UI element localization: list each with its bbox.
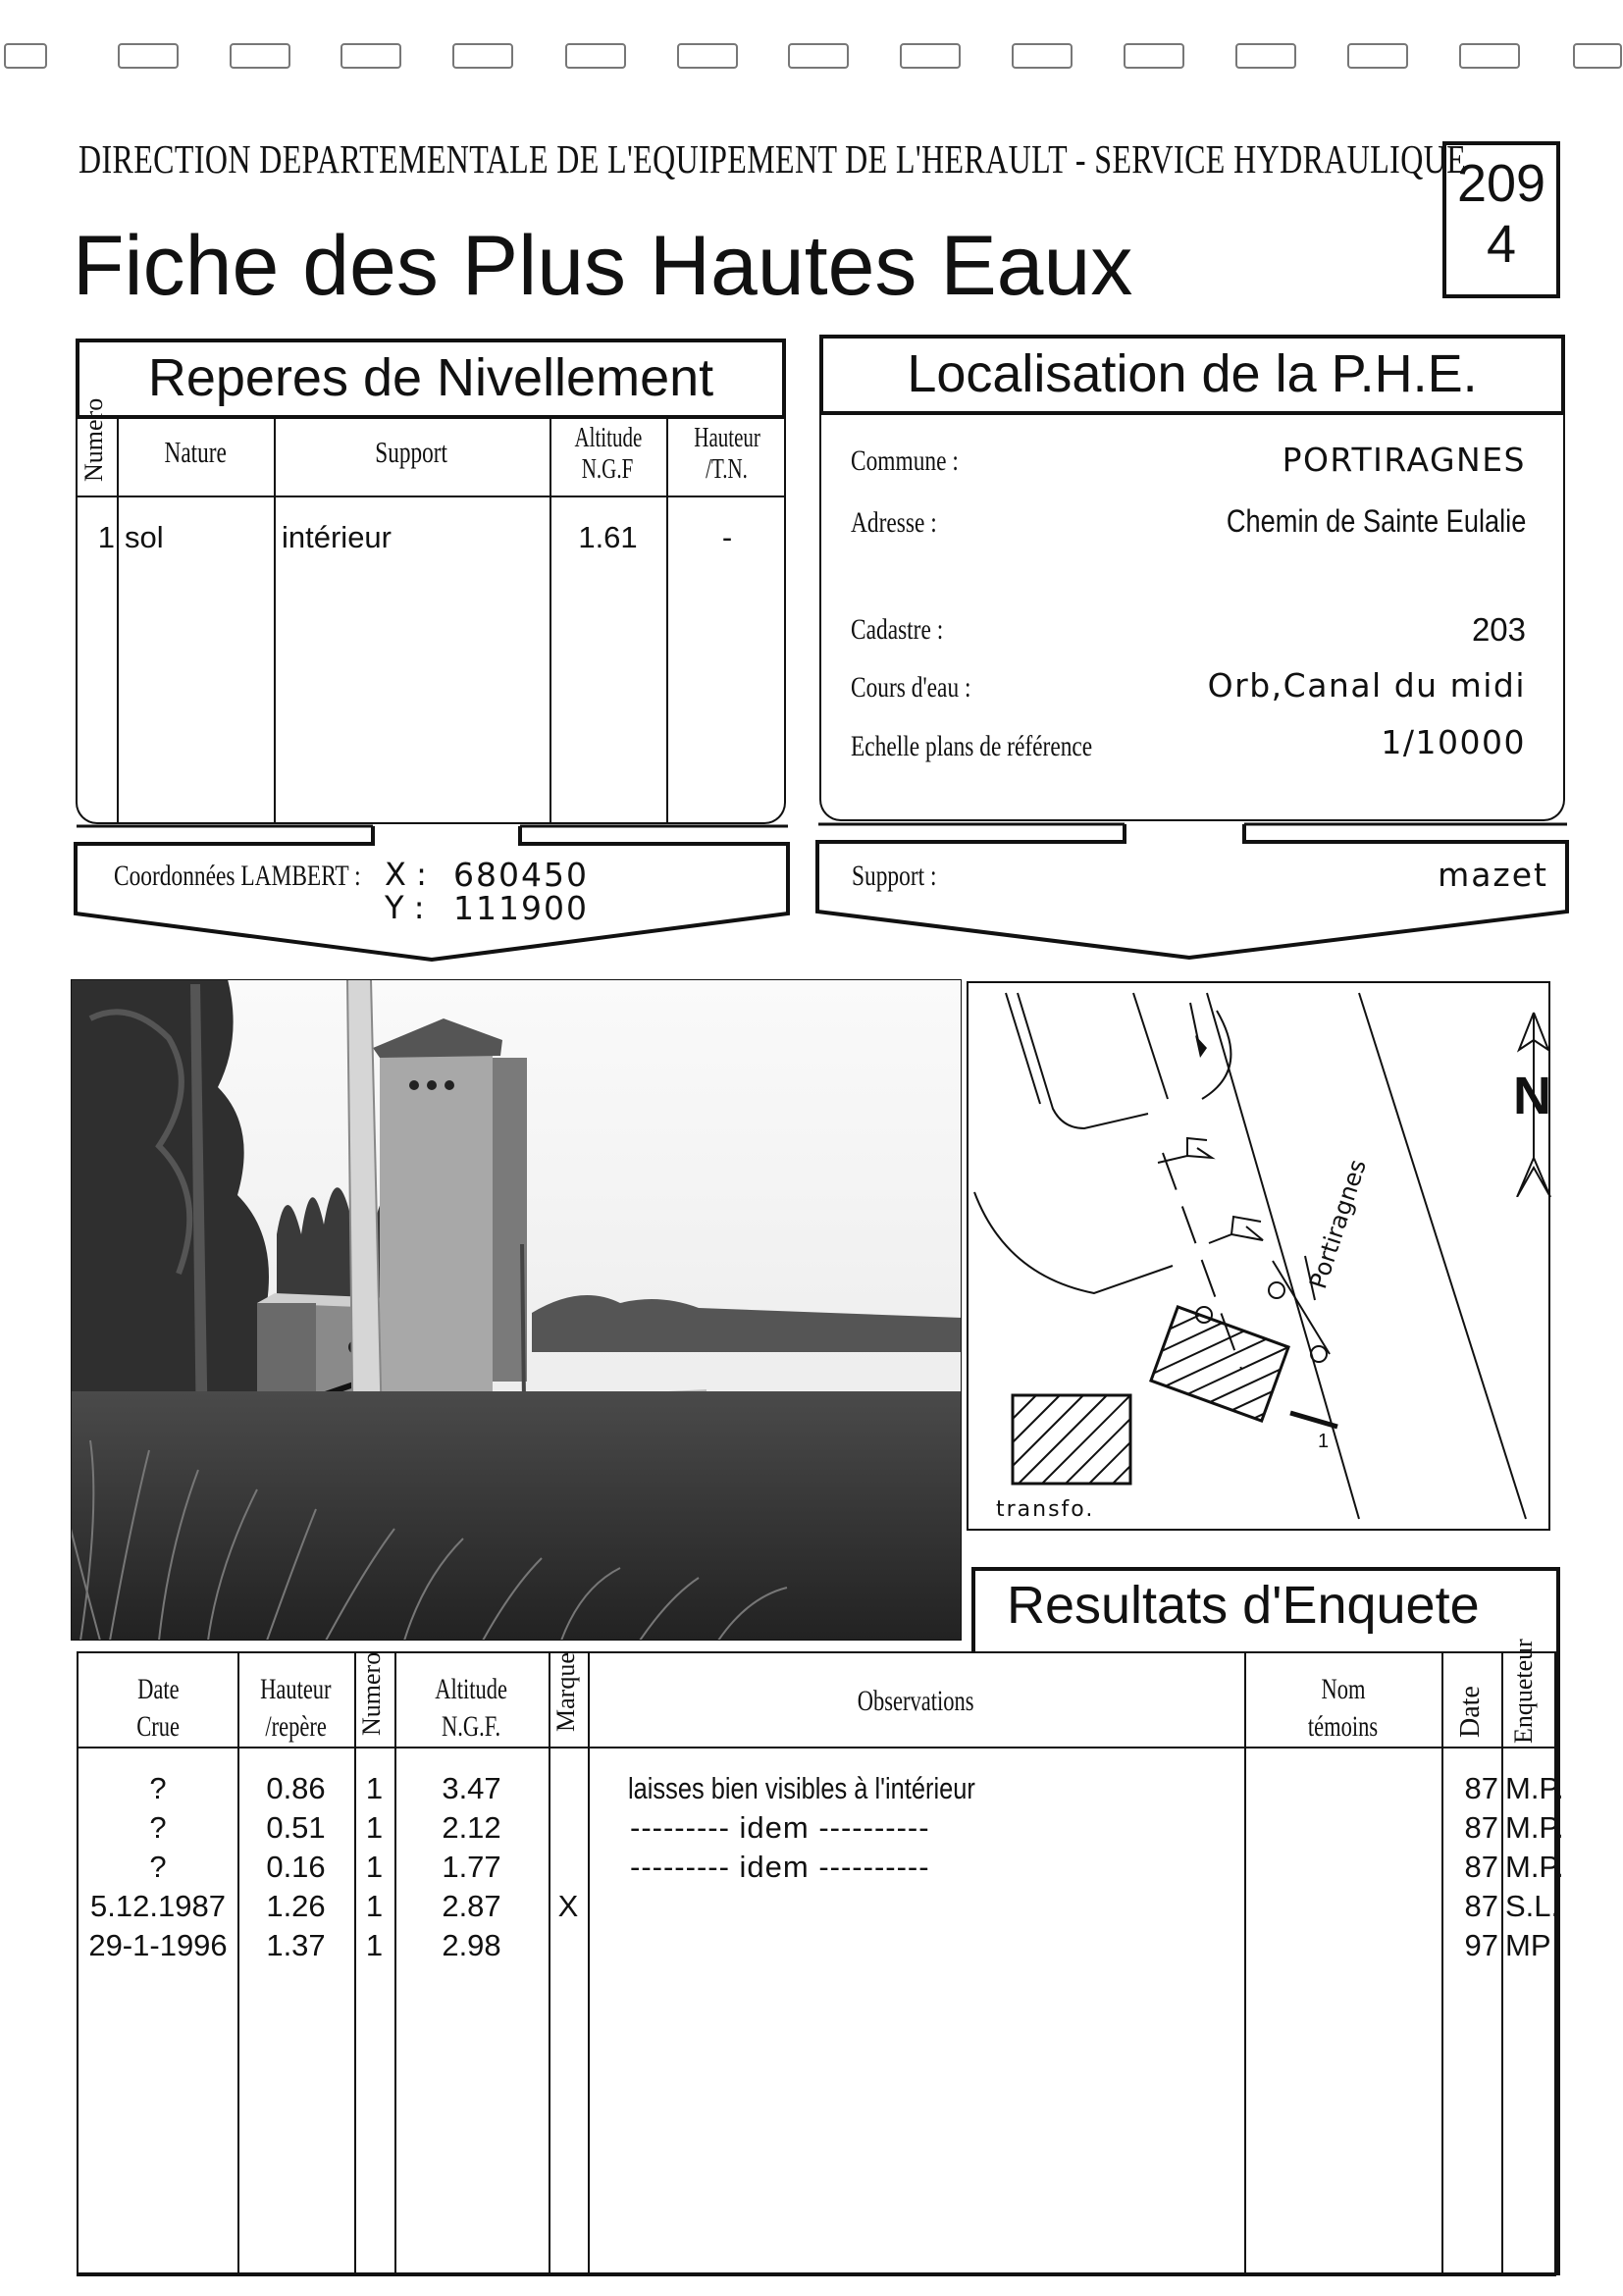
road-label: Portiragnes [1304, 1156, 1372, 1292]
punch-hole [230, 43, 290, 69]
punch-hole [565, 43, 626, 69]
punch-hole [452, 43, 513, 69]
reference-subnumber: 4 [1486, 215, 1517, 274]
reperes-title-box [76, 339, 786, 419]
punch-hole [900, 43, 961, 69]
col-numero: Numero [79, 397, 108, 482]
adresse-value: Chemin de Sainte Eulalie [1226, 503, 1526, 539]
cadastre-label: Cadastre : [851, 613, 944, 646]
table-row: ? 0.16 1 1.77 --------- idem ---------- 87 M.P. [149, 1850, 1564, 1884]
commune-value: PORTIRAGNES [1282, 441, 1526, 479]
punch-hole [1347, 43, 1408, 69]
adresse-label: Adresse : [851, 506, 937, 539]
col-altitude: Altitude N.G.F. [435, 1673, 508, 1743]
localisation-title-box [819, 335, 1565, 415]
localisation-title: Localisation de la P.H.E. [907, 344, 1478, 403]
support-arrow-box [814, 820, 1570, 967]
punch-hole [1124, 43, 1184, 69]
commune-label: Commune : [851, 444, 959, 477]
cours-label: Cours d'eau : [851, 671, 971, 704]
punch-hole [788, 43, 849, 69]
punch-hole [4, 43, 47, 69]
lambert-x-label: X : [385, 856, 427, 893]
north-label: N [1513, 1067, 1551, 1125]
col-hauteur: Hauteur /T.N. [694, 423, 760, 485]
page-title: Fiche des Plus Hautes Eaux [73, 219, 1133, 313]
localisation-panel [819, 415, 1565, 821]
col-observations: Observations [858, 1685, 974, 1717]
punch-hole [1459, 43, 1520, 69]
echelle-value: 1/10000 [1381, 723, 1526, 761]
table-row: 29-1-1996 1.37 1 2.98 97 MP [88, 1928, 1551, 1962]
resultats-title: Resultats d'Enquete [1007, 1576, 1480, 1635]
col-date: Date [1455, 1686, 1486, 1738]
col-support: Support [375, 435, 448, 469]
resultats-table [77, 1639, 1564, 2276]
punch-hole [1573, 43, 1622, 69]
lambert-y-value: 111900 [453, 889, 589, 927]
reperes-title: Reperes de Nivellement [147, 348, 714, 407]
punch-hole [1235, 43, 1296, 69]
col-enqueteur: Enqueteur [1509, 1639, 1538, 1744]
table-row: 5.12.1987 1.26 1 2.87 X 87 S.L. [90, 1889, 1560, 1923]
reperes-table: Numero Nature Support Altitude N.G.F Hauteur /T.N. 1 sol intérieur 1.61 - [76, 419, 786, 824]
table-row: ? 0.86 1 3.47 laisses bien visibles à l'intérieur 87 M.P. [149, 1771, 1564, 1805]
lambert-arrow-box [73, 822, 791, 969]
reference-number: 209 [1456, 154, 1546, 213]
plan-marker-label: 1 [1318, 1431, 1330, 1452]
resultats-title-box [971, 1567, 1556, 1653]
lambert-x-value: 680450 [453, 856, 589, 894]
location-plan [967, 981, 1550, 1531]
cadastre-value: 203 [1471, 611, 1526, 648]
col-altitude: Altitude N.G.F [574, 423, 642, 485]
col-numero: Numero [357, 1651, 386, 1736]
col-date-crue: Date Crue [136, 1673, 180, 1743]
punch-hole [677, 43, 738, 69]
punch-hole [340, 43, 401, 69]
col-marque: Marque [551, 1652, 580, 1732]
lambert-label: Coordonnées LAMBERT : [114, 860, 361, 892]
support-label: Support : [852, 860, 937, 892]
table-row: ? 0.51 1 2.12 --------- idem ---------- 87 M.P. [149, 1810, 1564, 1845]
punch-hole [118, 43, 179, 69]
punch-hole [1012, 43, 1073, 69]
cours-value: Orb,Canal du midi [1207, 666, 1526, 704]
col-hauteur: Hauteur /repère [260, 1673, 332, 1743]
col-nom-temoins: Nom témoins [1307, 1673, 1379, 1743]
transfo-label: transfo. [996, 1497, 1095, 1522]
reference-box [1442, 141, 1560, 298]
agency-header: DIRECTION DEPARTEMENTALE DE L'EQUIPEMENT DE L'HERAULT - SERVICE HYDRAULIQUE [79, 136, 1467, 182]
echelle-label: Echelle plans de référence [851, 730, 1093, 762]
col-nature: Nature [164, 435, 227, 469]
site-photo [71, 979, 962, 1641]
lambert-y-label: Y : [385, 889, 425, 926]
support-value: mazet [1438, 856, 1548, 894]
